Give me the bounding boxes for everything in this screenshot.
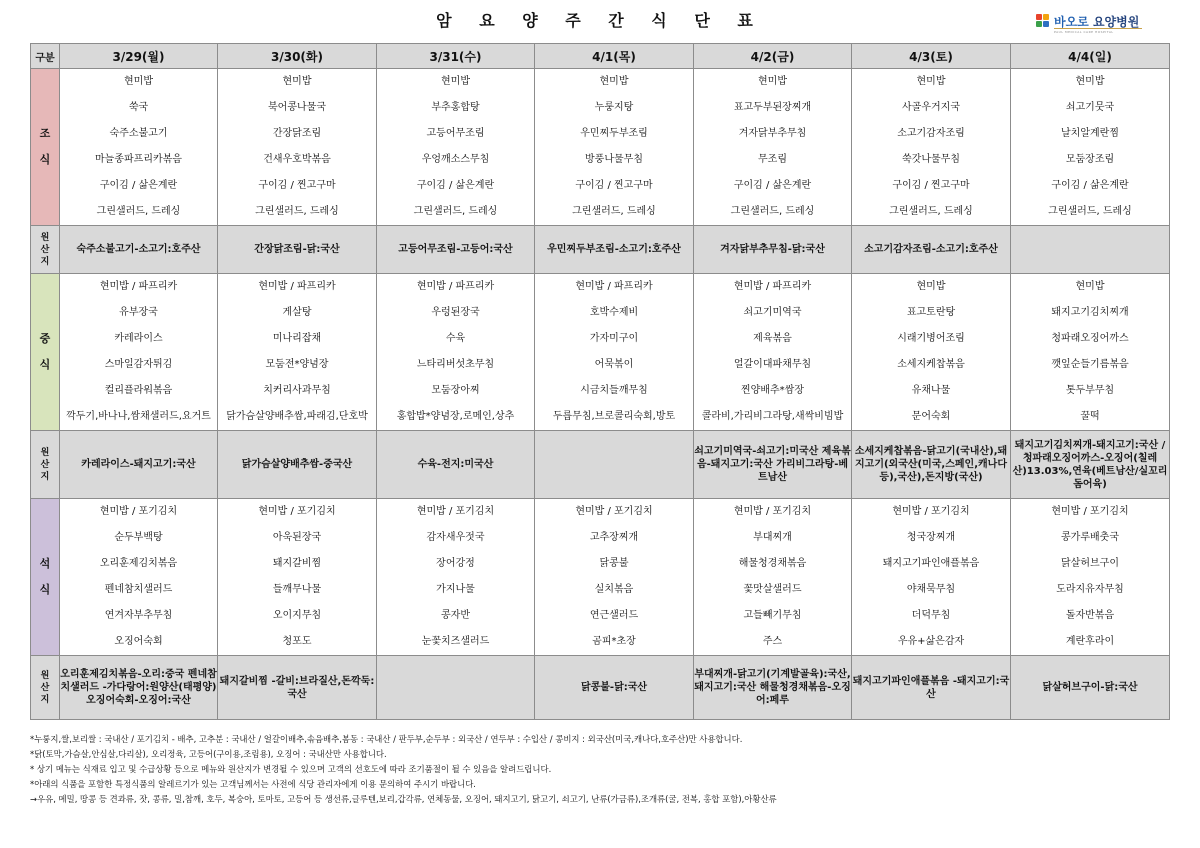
menu-item: 닭살허브구이 xyxy=(1061,558,1119,569)
origin-text: 돼지갈비찜 -갈비:브라질산,돈깍둑:국산 xyxy=(219,675,375,700)
menu-item: 돼지고기파인애플볶음 xyxy=(882,558,980,569)
menu-item: 들깨무나물 xyxy=(272,584,322,595)
menu-cell xyxy=(535,274,694,431)
meal-label-char: 석 xyxy=(39,557,51,570)
menu-item: 유부장국 xyxy=(119,307,158,318)
menu-item: 구이김 / 삶은계란 xyxy=(733,180,812,191)
menu-item: 주스 xyxy=(762,636,783,647)
menu-item: 현미밥 xyxy=(124,76,153,87)
menu-item: 실치볶음 xyxy=(594,584,634,595)
menu-cell xyxy=(852,499,1011,656)
origin-label xyxy=(31,656,60,720)
menu-item: 오이지무침 xyxy=(272,610,322,621)
menu-item: 시래기병어조림 xyxy=(897,333,965,344)
origin-text: 고등어무조림-고등어:국산 xyxy=(398,244,513,255)
origin-text: 쇠고기미역국-쇠고기:미국산 제육볶음-돼지고기:국산 가리비그라탕-베트남산 xyxy=(694,446,851,483)
day-header: 4/2(금) xyxy=(694,44,852,69)
menu-item: 현미밥 xyxy=(282,76,312,87)
origin-text: 간장닭조림-닭:국산 xyxy=(254,244,340,255)
menu-item: 가지나물 xyxy=(436,584,475,595)
menu-item: 시금치들깨무침 xyxy=(580,385,648,396)
menu-item: 현미밥 / 포기김치 xyxy=(1051,506,1129,517)
menu-item: 곰피*초장 xyxy=(592,636,636,647)
menu-item: 표고두부된장찌개 xyxy=(733,102,812,113)
origin-label-char: 산 xyxy=(40,459,50,470)
logo-text: 바오로 요양병원 xyxy=(1054,14,1140,29)
menu-item: 현미밥 / 포기김치 xyxy=(258,506,336,517)
menu-item: 찐양배추*쌈장 xyxy=(741,385,804,396)
menu-item: 간장닭조림 xyxy=(272,128,322,139)
menu-item: 청포도 xyxy=(282,636,312,647)
origin-text: 오리훈제김치볶음-오리:중국 펜네참치샐러드 -가다랑어:원양산(태평양) 오징어숙회-오징어:국산 xyxy=(60,669,217,706)
origin-cell xyxy=(218,656,377,720)
menu-item: 구이김 / 찐고구마 xyxy=(575,180,653,191)
origin-cell xyxy=(694,431,852,499)
menu-cell xyxy=(1011,274,1170,431)
origin-cell xyxy=(218,431,377,499)
origin-cell xyxy=(852,431,1011,499)
menu-item: 현미밥 xyxy=(1075,76,1105,87)
menu-cell xyxy=(535,499,694,656)
origin-cell xyxy=(1011,431,1170,499)
menu-item: 현미밥 / 포기김치 xyxy=(416,506,495,517)
origin-label xyxy=(31,431,60,499)
menu-item: 현미밥 xyxy=(441,76,470,87)
menu-item: 청국장찌개 xyxy=(906,532,956,543)
menu-item: 마늘종파프리카볶음 xyxy=(95,154,182,165)
origin-cell xyxy=(60,431,218,499)
lunch-label xyxy=(31,274,60,431)
menu-item: 현미밥 / 포기김치 xyxy=(575,506,653,517)
menu-item: 두릅무침,브로콜리숙회,방토 xyxy=(552,411,676,422)
menu-item: 현미밥 / 포기김치 xyxy=(733,506,812,517)
menu-item: 무조림 xyxy=(758,154,787,165)
menu-item: 현미밥 / 파프리카 xyxy=(733,281,812,292)
menu-item: 깍두기,바나나,쌈채샐러드,요거트 xyxy=(66,411,211,422)
logo-subtext: PAUL MEDICAL CARE HOSPITAL xyxy=(1054,30,1114,34)
day-header: 3/29(월) xyxy=(60,44,218,69)
menu-cell xyxy=(60,499,218,656)
menu-cell xyxy=(60,69,218,226)
menu-item: 그린샐러드, 드레싱 xyxy=(730,206,815,217)
origin-cell xyxy=(377,431,535,499)
corner-cell: 구분 xyxy=(31,44,60,69)
breakfast-origin-row xyxy=(31,226,1170,274)
menu-item: 현미밥 xyxy=(599,76,629,87)
menu-item: 쇠고기뭇국 xyxy=(1065,102,1115,113)
origin-label-char: 원 xyxy=(40,670,50,681)
origin-cell xyxy=(535,226,694,274)
origin-text: 숙주소불고기-소고기:호주산 xyxy=(76,244,201,255)
menu-item: 사골우거지국 xyxy=(902,102,960,113)
menu-item: 현미밥 xyxy=(916,76,946,87)
day-header: 4/3(토) xyxy=(852,44,1011,69)
meal-label-char: 식 xyxy=(39,153,51,166)
menu-item: 컬리플라워볶음 xyxy=(104,385,173,396)
logo-mark-icon xyxy=(1036,14,1050,28)
menu-item: 우엉깨소스무침 xyxy=(421,154,490,165)
menu-item: 부대찌개 xyxy=(753,532,792,543)
meal-label-char: 조 xyxy=(39,127,51,140)
menu-item: 얼갈이대파채무침 xyxy=(733,359,812,370)
menu-item: 표고토란탕 xyxy=(906,307,956,318)
origin-text: 겨자닭부추무침-닭:국산 xyxy=(720,244,825,255)
origin-cell xyxy=(852,656,1011,720)
menu-item: 더덕무침 xyxy=(911,610,951,621)
note-line: →우유, 메밀, 땅콩 등 견과류, 잣, 콩류, 밀,참깨, 호두, 복숭아, 토마토, 고등어 등 생선류,글루텐,보리,갑각류, 연체동물, 오징어, 돼지고기, 닭고기, 쇠고기, 난류(가금류),조개류(굴, 전복, 홍합 포함),아황산류 xyxy=(30,794,777,804)
menu-item: 오리훈제김치볶음 xyxy=(99,558,178,569)
origin-cell xyxy=(218,226,377,274)
menu-item: 홍합밥*양념장,로메인,상추 xyxy=(396,411,515,422)
dinner-label xyxy=(31,499,60,656)
menu-item: 구이김 / 찐고구마 xyxy=(892,180,970,191)
menu-item: 현미밥 xyxy=(1075,281,1105,292)
day-header: 3/31(수) xyxy=(377,44,535,69)
menu-item: 펜네참치샐러드 xyxy=(104,584,173,595)
origin-cell xyxy=(377,656,535,720)
origin-cell xyxy=(377,226,535,274)
day-header: 4/4(일) xyxy=(1011,44,1170,69)
menu-item: 미나리잡채 xyxy=(272,333,322,344)
day-header: 3/30(화) xyxy=(218,44,377,69)
menu-cell xyxy=(218,499,377,656)
menu-item: 해물청경채볶음 xyxy=(738,558,807,569)
menu-item: 어묵볶이 xyxy=(594,359,634,370)
menu-item: 문어숙회 xyxy=(911,411,951,422)
menu-item: 꽃맛살샐러드 xyxy=(743,584,802,595)
menu-item: 돼지고기김치찌개 xyxy=(1051,307,1129,318)
menu-cell xyxy=(694,274,852,431)
origin-label-char: 지 xyxy=(40,694,50,705)
origin-cell xyxy=(535,656,694,720)
menu-item: 우민찌두부조림 xyxy=(580,128,648,139)
breakfast-label xyxy=(31,69,60,226)
day-header: 4/1(목) xyxy=(535,44,694,69)
menu-item: 쇠고기미역국 xyxy=(743,307,802,318)
origin-text: 소세지케찹볶음-닭고기(국내산),돼지고기(외국산(미국,스페인,캐나다등),국산),돈지방(국산) xyxy=(854,446,1008,483)
menu-item: 아욱된장국 xyxy=(272,532,322,543)
lunch-origin-row xyxy=(31,431,1170,499)
menu-cell xyxy=(535,69,694,226)
menu-item: 그린샐러드, 드레싱 xyxy=(96,206,181,217)
dinner-origin-row xyxy=(31,656,1170,720)
menu-item: 카레라이스 xyxy=(114,333,163,344)
menu-cell xyxy=(218,274,377,431)
menu-item: 순두부백탕 xyxy=(114,532,163,543)
origin-cell xyxy=(694,656,852,720)
menu-item: 방풍나물무침 xyxy=(585,154,643,165)
origin-text: 수육-전지:미국산 xyxy=(417,459,494,470)
menu-item: 꿀떡 xyxy=(1080,411,1100,422)
origin-cell xyxy=(535,431,694,499)
meal-label-char: 중 xyxy=(39,332,51,345)
menu-cell xyxy=(694,499,852,656)
menu-item: 날치알계란찜 xyxy=(1061,128,1119,139)
menu-item: 현미밥 / 파프리카 xyxy=(99,281,178,292)
menu-item: 누룽지탕 xyxy=(594,102,634,113)
menu-item: 우렁된장국 xyxy=(431,307,480,318)
menu-item: 연겨자부추무침 xyxy=(104,610,173,621)
menu-item: 현미밥 xyxy=(758,76,787,87)
logo-underline xyxy=(1054,28,1142,29)
menu-cell xyxy=(60,274,218,431)
page-title: 암 요 양 주 간 식 단 표 xyxy=(436,11,764,30)
menu-item: 그린샐러드, 드레싱 xyxy=(572,206,656,217)
menu-item: 모둠전*양념장 xyxy=(265,359,329,370)
origin-text: 닭살허브구이-닭:국산 xyxy=(1042,682,1138,693)
menu-cell xyxy=(218,69,377,226)
menu-item: 콩자반 xyxy=(441,610,470,621)
menu-item: 스마일감자튀김 xyxy=(104,359,173,370)
menu-item: 닭가슴살양배추쌈,파래김,단호박 xyxy=(226,411,368,422)
menu-item: 닭콩불 xyxy=(599,558,629,569)
menu-item: 장어강정 xyxy=(436,558,475,569)
menu-item: 구이김 / 삶은계란 xyxy=(416,180,495,191)
origin-label-char: 지 xyxy=(40,256,50,267)
menu-item: 숙주소불고기 xyxy=(109,128,168,139)
menu-item: 고들빼기무침 xyxy=(743,610,802,621)
menu-item: 쑥국 xyxy=(128,102,149,113)
menu-item: 건새우호박볶음 xyxy=(263,154,331,165)
menu-item: 모둠장조림 xyxy=(1065,154,1115,165)
menu-cell xyxy=(1011,69,1170,226)
origin-text: 닭콩불-닭:국산 xyxy=(580,682,648,693)
menu-cell xyxy=(852,274,1011,431)
menu-item: 도라지유자무침 xyxy=(1056,584,1124,595)
menu-item: 우유+삶은감자 xyxy=(897,636,965,647)
menu-cell xyxy=(377,69,535,226)
menu-item: 호박수제비 xyxy=(589,307,639,318)
menu-item: 현미밥 / 파프리카 xyxy=(258,281,336,292)
menu-item: 느타리버섯초무침 xyxy=(416,359,495,370)
origin-label-char: 원 xyxy=(40,447,50,458)
menu-item: 겨자닭부추무침 xyxy=(738,128,807,139)
menu-cell xyxy=(852,69,1011,226)
menu-item: 북어콩나물국 xyxy=(268,102,326,113)
menu-item: 모둠장아찌 xyxy=(431,385,480,396)
menu-item: 구이김 / 삶은계란 xyxy=(1051,180,1129,191)
menu-item: 구이김 / 찐고구마 xyxy=(258,180,336,191)
origin-label-char: 지 xyxy=(40,471,50,482)
breakfast-row xyxy=(31,69,1170,226)
menu-item: 고추장찌개 xyxy=(589,532,639,543)
origin-text: 닭가슴살양배추쌈-중국산 xyxy=(241,459,353,470)
origin-text: 카레라이스-돼지고기:국산 xyxy=(81,459,196,470)
origin-text: 돼지고기파인애플볶음 -돼지고기:국산 xyxy=(852,675,1010,700)
menu-item: 돌자반볶음 xyxy=(1065,610,1115,621)
origin-text: 소고기감자조림-소고기:호주산 xyxy=(864,244,998,255)
menu-item: 청파래오징어까스 xyxy=(1051,333,1129,344)
menu-item: 현미밥 / 파프리카 xyxy=(416,281,495,292)
origin-cell xyxy=(694,226,852,274)
menu-body xyxy=(31,69,1170,720)
menu-item: 현미밥 / 파프리카 xyxy=(575,281,653,292)
menu-item: 현미밥 / 포기김치 xyxy=(892,506,970,517)
meal-label-char: 식 xyxy=(39,358,51,371)
menu-item: 연근샐러드 xyxy=(589,610,639,621)
menu-item: 그린샐러드, 드레싱 xyxy=(413,206,498,217)
menu-item: 톳두부무침 xyxy=(1065,385,1115,396)
menu-item: 야채묵무침 xyxy=(906,584,956,595)
meal-label-char: 식 xyxy=(39,583,51,596)
menu-cell xyxy=(694,69,852,226)
menu-item: 콜라비,가리비그라탕,새싹비빔밥 xyxy=(701,411,844,422)
menu-item: 현미밥 / 포기김치 xyxy=(99,506,178,517)
menu-item: 돼지갈비찜 xyxy=(272,558,322,569)
menu-cell xyxy=(377,499,535,656)
menu-item: 오징어숙회 xyxy=(114,636,163,647)
dinner-row xyxy=(31,499,1170,656)
note-line: *아래의 식품을 포함한 특정식품의 알레르기가 있는 고객님께서는 사전에 식당 관리자에게 이용 문의하여 주시기 바랍니다. xyxy=(30,779,476,789)
menu-item: 그린샐러드, 드레싱 xyxy=(255,206,339,217)
header-row xyxy=(31,44,1170,69)
origin-cell xyxy=(60,656,218,720)
menu-cell xyxy=(377,274,535,431)
origin-label-char: 산 xyxy=(40,682,50,693)
weekly-menu-table xyxy=(30,43,1170,720)
notes xyxy=(30,732,1170,807)
menu-item: 계란후라이 xyxy=(1065,636,1115,647)
menu-item: 수육 xyxy=(445,333,466,344)
menu-item: 게살탕 xyxy=(282,307,312,318)
origin-label-char: 원 xyxy=(40,232,50,243)
menu-item: 가자미구이 xyxy=(589,333,639,344)
menu-item: 부추홍합탕 xyxy=(431,102,480,113)
origin-cell xyxy=(852,226,1011,274)
menu-item: 구이김 / 삶은계란 xyxy=(99,180,178,191)
hospital-logo xyxy=(1036,8,1139,34)
menu-item: 소고기감자조림 xyxy=(897,128,965,139)
origin-text: 부대찌개-닭고기(기계발골육):국산,돼지고기:국산 해물청경채볶음-오징어:페루 xyxy=(694,669,851,706)
origin-text: 우민찌두부조림-소고기:호주산 xyxy=(547,244,681,255)
menu-item: 현미밥 xyxy=(916,281,946,292)
menu-item: 눈꽃치즈샐러드 xyxy=(421,636,490,647)
menu-item: 쑥갓나물무침 xyxy=(902,154,960,165)
origin-cell xyxy=(60,226,218,274)
menu-item: 콩가루배춧국 xyxy=(1061,532,1119,543)
note-line: * 상기 메뉴는 식재료 입고 및 수급상황 등으로 메뉴와 원산지가 변경될 수 있으며 고객의 선호도에 따라 조기품절이 될 수 있음을 알려드립니다. xyxy=(30,764,552,774)
menu-cell xyxy=(1011,499,1170,656)
note-line: *누룽지,쌀,보리쌀 : 국내산 / 포기김치 - 배추, 고추분 : 국내산 / 얼갈이배추,솎음배추,봄동 : 국내산 / 판두부,순두부 : 외국산 / 연두부 : 수입산 / 콩비지 : 외국산(미국,캐나다,호주산)만 사용합니다. xyxy=(30,734,743,744)
menu-item: 치커리사과무침 xyxy=(263,385,331,396)
menu-item: 깻잎순들기름볶음 xyxy=(1051,359,1129,370)
lunch-row xyxy=(31,274,1170,431)
menu-item: 그린샐러드, 드레싱 xyxy=(889,206,973,217)
origin-cell xyxy=(1011,226,1170,274)
menu-item: 감자새우젓국 xyxy=(426,532,485,543)
menu-item: 제육볶음 xyxy=(753,333,792,344)
origin-label-char: 산 xyxy=(40,244,50,255)
origin-text: 돼지고기김치찌개-돼지고기:국산 / 청파래오징어까스-오징어(칠레산)13.03%,연육(베트남산/실꼬리돔어육) xyxy=(1012,439,1168,490)
menu-item: 고등어무조림 xyxy=(426,128,485,139)
menu-item: 그린샐러드, 드레싱 xyxy=(1048,206,1132,217)
menu-item: 소세지케찹볶음 xyxy=(897,359,965,370)
origin-cell xyxy=(1011,656,1170,720)
origin-label xyxy=(31,226,60,274)
note-line: *닭(토막,가슴살,안심살,다리살), 오리정육, 고등어(구이용,조림용), 오징어 : 국내산만 사용합니다. xyxy=(30,749,387,759)
menu-item: 유채나물 xyxy=(911,385,951,396)
